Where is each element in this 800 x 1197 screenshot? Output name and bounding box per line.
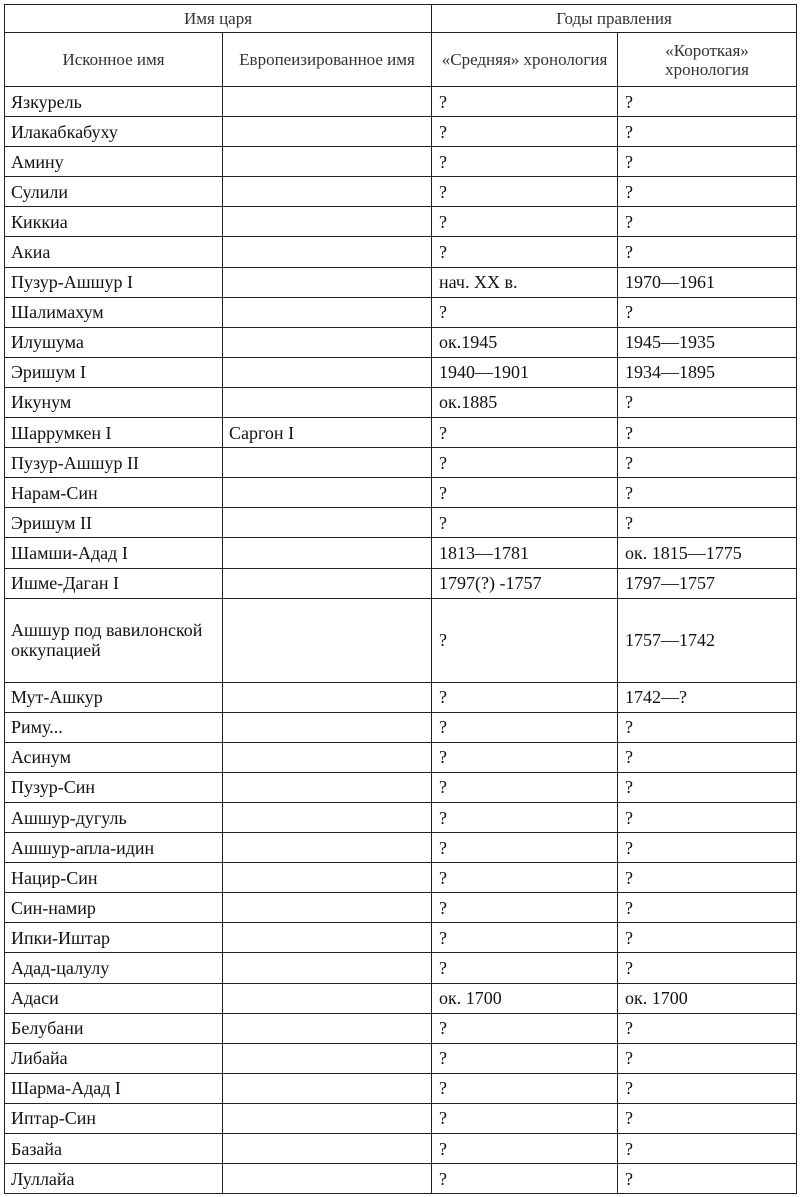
native-name-header: Исконное имя bbox=[5, 33, 223, 87]
short-chronology-cell: ? bbox=[618, 177, 797, 207]
native-name-cell: Иптар-Син bbox=[5, 1103, 223, 1133]
middle-chronology-cell: ок.1945 bbox=[432, 327, 618, 357]
short-chronology-cell: ? bbox=[618, 508, 797, 538]
native-name-cell: Эришум II bbox=[5, 508, 223, 538]
table-row bbox=[5, 117, 797, 147]
short-chronology-cell: ? bbox=[618, 87, 797, 117]
short-chronology-cell: ? bbox=[618, 772, 797, 802]
european-name-cell bbox=[223, 387, 432, 417]
short-chronology-cell: ? bbox=[618, 802, 797, 832]
short-chronology-cell: ? bbox=[618, 418, 797, 448]
table-row bbox=[5, 923, 797, 953]
middle-chronology-cell: ? bbox=[432, 1073, 618, 1103]
short-chronology-cell: ок. 1815—1775 bbox=[618, 538, 797, 568]
middle-chronology-cell: ? bbox=[432, 478, 618, 508]
middle-chronology-cell: ? bbox=[432, 1103, 618, 1133]
european-name-cell bbox=[223, 682, 432, 712]
european-name-cell bbox=[223, 357, 432, 387]
table-row bbox=[5, 327, 797, 357]
short-chronology-cell: 1797—1757 bbox=[618, 568, 797, 598]
european-name-cell bbox=[223, 177, 432, 207]
native-name-cell: Белубани bbox=[5, 1013, 223, 1043]
european-name-cell bbox=[223, 863, 432, 893]
header-row-top bbox=[5, 5, 797, 33]
native-name-cell: Икунум bbox=[5, 387, 223, 417]
table-row bbox=[5, 1103, 797, 1133]
middle-chronology-cell: ? bbox=[432, 742, 618, 772]
european-name-cell bbox=[223, 712, 432, 742]
assyrian-kings-table bbox=[4, 4, 797, 1194]
middle-chronology-cell: ? bbox=[432, 893, 618, 923]
european-name-cell bbox=[223, 833, 432, 863]
european-name-cell bbox=[223, 983, 432, 1013]
middle-chronology-cell: ? bbox=[432, 1134, 618, 1164]
table-row bbox=[5, 207, 797, 237]
short-chronology-cell: ? bbox=[618, 833, 797, 863]
table-row bbox=[5, 1134, 797, 1164]
european-name-cell bbox=[223, 953, 432, 983]
table-row bbox=[5, 953, 797, 983]
native-name-cell: Асинум bbox=[5, 742, 223, 772]
middle-chronology-cell: ? bbox=[432, 833, 618, 863]
native-name-cell: Ашшур-апла-идин bbox=[5, 833, 223, 863]
european-name-cell bbox=[223, 1134, 432, 1164]
native-name-cell: Пузур-Ашшур II bbox=[5, 448, 223, 478]
middle-chronology-cell: ? bbox=[432, 598, 618, 682]
native-name-cell: Либайа bbox=[5, 1043, 223, 1073]
table-row bbox=[5, 538, 797, 568]
table-row bbox=[5, 267, 797, 297]
european-name-cell bbox=[223, 802, 432, 832]
native-name-cell: Пузур-Син bbox=[5, 772, 223, 802]
middle-chronology-header: «Средняя» хронология bbox=[432, 33, 618, 87]
native-name-cell: Риму... bbox=[5, 712, 223, 742]
middle-chronology-cell: ? bbox=[432, 237, 618, 267]
table-row bbox=[5, 177, 797, 207]
short-chronology-cell: ? bbox=[618, 387, 797, 417]
european-name-cell bbox=[223, 1103, 432, 1133]
table-row bbox=[5, 1013, 797, 1043]
native-name-cell: Ашшур под вавилонской оккупацией bbox=[5, 598, 223, 682]
short-chronology-cell: ? bbox=[618, 863, 797, 893]
native-name-cell: Эришум I bbox=[5, 357, 223, 387]
middle-chronology-cell: ок.1885 bbox=[432, 387, 618, 417]
short-chronology-cell: ? bbox=[618, 1013, 797, 1043]
european-name-cell bbox=[223, 508, 432, 538]
middle-chronology-cell: ? bbox=[432, 87, 618, 117]
european-name-cell bbox=[223, 237, 432, 267]
middle-chronology-cell: ? bbox=[432, 207, 618, 237]
middle-chronology-cell: ? bbox=[432, 177, 618, 207]
european-name-cell bbox=[223, 1073, 432, 1103]
european-name-cell bbox=[223, 893, 432, 923]
short-chronology-cell: ? bbox=[618, 953, 797, 983]
short-chronology-cell: ? bbox=[618, 448, 797, 478]
table-row bbox=[5, 742, 797, 772]
middle-chronology-cell: ? bbox=[432, 448, 618, 478]
short-chronology-cell: ? bbox=[618, 1134, 797, 1164]
short-chronology-cell: 1945—1935 bbox=[618, 327, 797, 357]
short-chronology-cell: ? bbox=[618, 207, 797, 237]
native-name-cell: Шаррумкен I bbox=[5, 418, 223, 448]
short-chronology-cell: 1934—1895 bbox=[618, 357, 797, 387]
short-chronology-cell: 1970—1961 bbox=[618, 267, 797, 297]
european-name-cell bbox=[223, 478, 432, 508]
native-name-cell: Илушума bbox=[5, 327, 223, 357]
native-name-cell: Адаси bbox=[5, 983, 223, 1013]
table-row bbox=[5, 833, 797, 863]
table-row bbox=[5, 1164, 797, 1194]
short-chronology-cell: ? bbox=[618, 237, 797, 267]
table-row bbox=[5, 147, 797, 177]
middle-chronology-cell: ? bbox=[432, 297, 618, 327]
middle-chronology-cell: ? bbox=[432, 772, 618, 802]
table-row bbox=[5, 508, 797, 538]
short-chronology-header: «Короткая» хронология bbox=[618, 33, 797, 87]
table-row bbox=[5, 297, 797, 327]
table-row bbox=[5, 387, 797, 417]
european-name-cell bbox=[223, 1013, 432, 1043]
short-chronology-cell: ? bbox=[618, 1164, 797, 1194]
short-chronology-cell: ? bbox=[618, 117, 797, 147]
native-name-cell: Шарма-Адад I bbox=[5, 1073, 223, 1103]
middle-chronology-cell: 1940—1901 bbox=[432, 357, 618, 387]
table-row bbox=[5, 712, 797, 742]
table-row bbox=[5, 802, 797, 832]
short-chronology-cell: ? bbox=[618, 1103, 797, 1133]
european-name-cell bbox=[223, 1043, 432, 1073]
table-row bbox=[5, 1073, 797, 1103]
short-chronology-cell: ? bbox=[618, 1073, 797, 1103]
native-name-cell: Илакабкабуху bbox=[5, 117, 223, 147]
native-name-cell: Язкурель bbox=[5, 87, 223, 117]
native-name-cell: Адад-цалулу bbox=[5, 953, 223, 983]
table-row bbox=[5, 893, 797, 923]
middle-chronology-cell: ? bbox=[432, 147, 618, 177]
native-name-cell: Син-намир bbox=[5, 893, 223, 923]
middle-chronology-cell: 1813—1781 bbox=[432, 538, 618, 568]
european-name-header: Европеизированное имя bbox=[223, 33, 432, 87]
short-chronology-cell: ? bbox=[618, 923, 797, 953]
european-name-cell bbox=[223, 448, 432, 478]
table-row bbox=[5, 448, 797, 478]
european-name-cell bbox=[223, 923, 432, 953]
native-name-cell: Ипки-Иштар bbox=[5, 923, 223, 953]
middle-chronology-cell: ? bbox=[432, 117, 618, 147]
short-chronology-cell: ок. 1700 bbox=[618, 983, 797, 1013]
native-name-cell: Нацир-Син bbox=[5, 863, 223, 893]
table-row bbox=[5, 682, 797, 712]
native-name-cell: Нарам-Син bbox=[5, 478, 223, 508]
short-chronology-cell: 1742—? bbox=[618, 682, 797, 712]
header-row-sub bbox=[5, 33, 797, 87]
native-name-cell: Сулили bbox=[5, 177, 223, 207]
middle-chronology-cell: ? bbox=[432, 802, 618, 832]
table-row bbox=[5, 983, 797, 1013]
european-name-cell bbox=[223, 267, 432, 297]
table-row bbox=[5, 87, 797, 117]
native-name-cell: Шамши-Адад I bbox=[5, 538, 223, 568]
king-name-header: Имя царя bbox=[5, 5, 432, 33]
european-name-cell bbox=[223, 117, 432, 147]
middle-chronology-cell: ? bbox=[432, 863, 618, 893]
short-chronology-cell: ? bbox=[618, 297, 797, 327]
middle-chronology-cell: ? bbox=[432, 508, 618, 538]
native-name-cell: Акиа bbox=[5, 237, 223, 267]
middle-chronology-cell: ? bbox=[432, 1164, 618, 1194]
middle-chronology-cell: ? bbox=[432, 682, 618, 712]
table-body bbox=[5, 87, 797, 1194]
table-row bbox=[5, 863, 797, 893]
table-row bbox=[5, 568, 797, 598]
european-name-cell bbox=[223, 327, 432, 357]
table-row bbox=[5, 357, 797, 387]
table-row bbox=[5, 772, 797, 802]
short-chronology-cell: 1757—1742 bbox=[618, 598, 797, 682]
short-chronology-cell: ? bbox=[618, 893, 797, 923]
native-name-cell: Амину bbox=[5, 147, 223, 177]
european-name-cell bbox=[223, 147, 432, 177]
table-row bbox=[5, 418, 797, 448]
european-name-cell bbox=[223, 1164, 432, 1194]
table-row bbox=[5, 478, 797, 508]
short-chronology-cell: ? bbox=[618, 478, 797, 508]
middle-chronology-cell: ? bbox=[432, 712, 618, 742]
european-name-cell bbox=[223, 568, 432, 598]
native-name-cell: Киккиа bbox=[5, 207, 223, 237]
table-row bbox=[5, 598, 797, 682]
european-name-cell bbox=[223, 87, 432, 117]
european-name-cell: Саргон I bbox=[223, 418, 432, 448]
european-name-cell bbox=[223, 538, 432, 568]
table-row bbox=[5, 1043, 797, 1073]
middle-chronology-cell: ? bbox=[432, 418, 618, 448]
european-name-cell bbox=[223, 297, 432, 327]
middle-chronology-cell: ? bbox=[432, 1043, 618, 1073]
short-chronology-cell: ? bbox=[618, 147, 797, 177]
middle-chronology-cell: нач. XX в. bbox=[432, 267, 618, 297]
middle-chronology-cell: 1797(?) -1757 bbox=[432, 568, 618, 598]
native-name-cell: Луллайа bbox=[5, 1164, 223, 1194]
native-name-cell: Базайа bbox=[5, 1134, 223, 1164]
european-name-cell bbox=[223, 207, 432, 237]
table-row bbox=[5, 237, 797, 267]
european-name-cell bbox=[223, 772, 432, 802]
native-name-cell: Ашшур-дугуль bbox=[5, 802, 223, 832]
short-chronology-cell: ? bbox=[618, 742, 797, 772]
native-name-cell: Шалимахум bbox=[5, 297, 223, 327]
european-name-cell bbox=[223, 742, 432, 772]
reign-years-header: Годы правления bbox=[432, 5, 797, 33]
native-name-cell: Пузур-Ашшур I bbox=[5, 267, 223, 297]
native-name-cell: Ишме-Даган I bbox=[5, 568, 223, 598]
european-name-cell bbox=[223, 598, 432, 682]
native-name-cell: Мут-Ашкур bbox=[5, 682, 223, 712]
middle-chronology-cell: ? bbox=[432, 953, 618, 983]
middle-chronology-cell: ? bbox=[432, 1013, 618, 1043]
middle-chronology-cell: ок. 1700 bbox=[432, 983, 618, 1013]
short-chronology-cell: ? bbox=[618, 1043, 797, 1073]
short-chronology-cell: ? bbox=[618, 712, 797, 742]
middle-chronology-cell: ? bbox=[432, 923, 618, 953]
